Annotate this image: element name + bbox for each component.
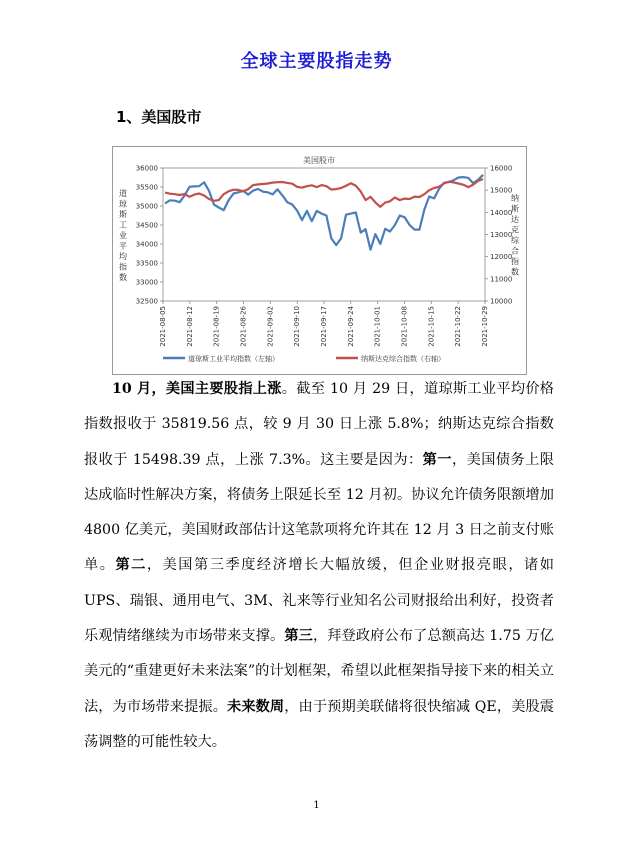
left-tick-label: 33500: [135, 259, 158, 268]
axis-title-char: 数: [511, 267, 519, 277]
axis-title-char: 纳: [511, 194, 519, 203]
axis-title-char: 均: [119, 251, 127, 261]
x-tick-label: 2021-08-05: [159, 306, 167, 347]
right-tick-label: 11000: [490, 275, 513, 284]
x-tick-label: 2021-10-01: [373, 306, 382, 347]
axis-title-char: 合: [511, 246, 519, 256]
left-tick-label: 34500: [135, 221, 158, 230]
series-layer: [165, 175, 483, 250]
x-tick-label: 2021-10-22: [454, 306, 463, 347]
left-axis: [136, 165, 163, 306]
left-tick-label: 34000: [135, 240, 158, 249]
right-tick-label: 15000: [490, 186, 513, 195]
point-one-marker: 第一: [422, 451, 452, 468]
paragraph-text: [84, 372, 554, 760]
x-tick-label: 2021-10-29: [481, 306, 489, 347]
left-tick-label: 32500: [135, 297, 158, 306]
right-tick-label: 16000: [490, 164, 513, 173]
chart-title: 美国股市: [303, 156, 335, 165]
right-axis-title: [511, 193, 520, 277]
axis-title-char: 斯: [119, 209, 127, 219]
x-tick-label: 2021-08-19: [212, 306, 221, 347]
axis-title-char: 平: [119, 241, 127, 251]
legend-label-dow: 道琼斯工业平均指数（左轴）: [188, 355, 279, 363]
axis-title-char: 达: [511, 215, 519, 224]
lead-sentence: 10 月，美国主要股指上涨: [112, 381, 282, 397]
x-tick-label: 2021-09-17: [320, 306, 328, 347]
x-tick-label: 2021-10-15: [427, 306, 436, 347]
text-run: ，由于预期美联储将很快缩减 QE，美股震荡调整的可能性较大。: [84, 698, 554, 750]
axis-title-char: 工: [119, 220, 127, 230]
legend-label-nasdaq: 纳斯达克综合指数（右轴）: [361, 355, 445, 363]
left-tick-label: 33000: [135, 278, 158, 287]
left-axis-title: [119, 188, 128, 282]
x-tick-label: 2021-10-08: [400, 306, 409, 347]
text-run: ，拜登政府公布了总额高达 1.75 万亿美元的“重建更好未来法案”的计划框架，希望以此框架指导接下来的相关立法，为市场带来提振。: [84, 628, 554, 715]
right-tick-label: 12000: [490, 253, 513, 262]
axis-title-char: 综: [511, 236, 519, 245]
right-tick-label: 13000: [490, 231, 513, 239]
axis-title-char: 斯: [511, 204, 519, 214]
section-heading: 1、美国股市: [116, 108, 202, 126]
axis-title-char: 琼: [119, 199, 127, 209]
x-axis: [159, 301, 489, 347]
right-tick-label: 10000: [490, 297, 513, 306]
point-two-marker: 第二: [115, 557, 147, 574]
analysis-paragraph: [84, 372, 554, 760]
chart-canvas: [113, 147, 526, 374]
text-run: 。截至 10 月 29 日，道琼斯工业平均价格指数报收于 35819.56 点，较 9 月 30 日上涨 5.8%；纳斯达克综合指数报收于 15498.39 点，上涨 7.3%。这主要是因为：: [84, 381, 554, 468]
x-tick-label: 2021-09-02: [266, 306, 275, 347]
left-tick-label: 36000: [135, 164, 158, 173]
left-tick-label: 35500: [135, 183, 158, 192]
x-tick-label: 2021-08-26: [239, 306, 248, 347]
axis-title-char: 道: [119, 188, 127, 198]
axis-title-char: 指: [119, 262, 127, 272]
x-tick-label: 2021-09-24: [346, 306, 355, 347]
outlook-marker: 未来数周: [227, 698, 285, 715]
text-run: ，美国债务上限达成临时性解决方案，将债务上限延长至 12 月初。协议允许债务限额增加 4800 亿美元，美国财政部估计这笔款项将允许其在 12 月 3 日之前支付账单。: [84, 451, 554, 574]
axis-title-char: 数: [119, 272, 127, 282]
axis-title-char: 克: [511, 225, 519, 235]
x-tick-label: 2021-08-12: [185, 306, 194, 347]
axis-title-char: 指: [511, 257, 519, 266]
us-stock-chart: [112, 146, 527, 375]
right-tick-label: 14000: [490, 208, 513, 217]
right-axis: [485, 165, 512, 306]
page-number: 1: [313, 800, 320, 811]
left-tick-label: 35000: [135, 202, 158, 211]
text-run: ，美国第三季度经济增长大幅放缓，但企业财报亮眼，诸如 UPS、瑞银、通用电气、3M、礼来等行业知名公司财报给出利好，投资者乐观情绪继续为市场带来支撑。: [84, 557, 554, 645]
document-title: 全球主要股指走势: [240, 51, 393, 72]
x-tick-label: 2021-09-10: [293, 306, 302, 347]
point-three-marker: 第三: [284, 628, 313, 645]
legend: [163, 354, 445, 363]
axis-title-char: 业: [119, 230, 127, 240]
